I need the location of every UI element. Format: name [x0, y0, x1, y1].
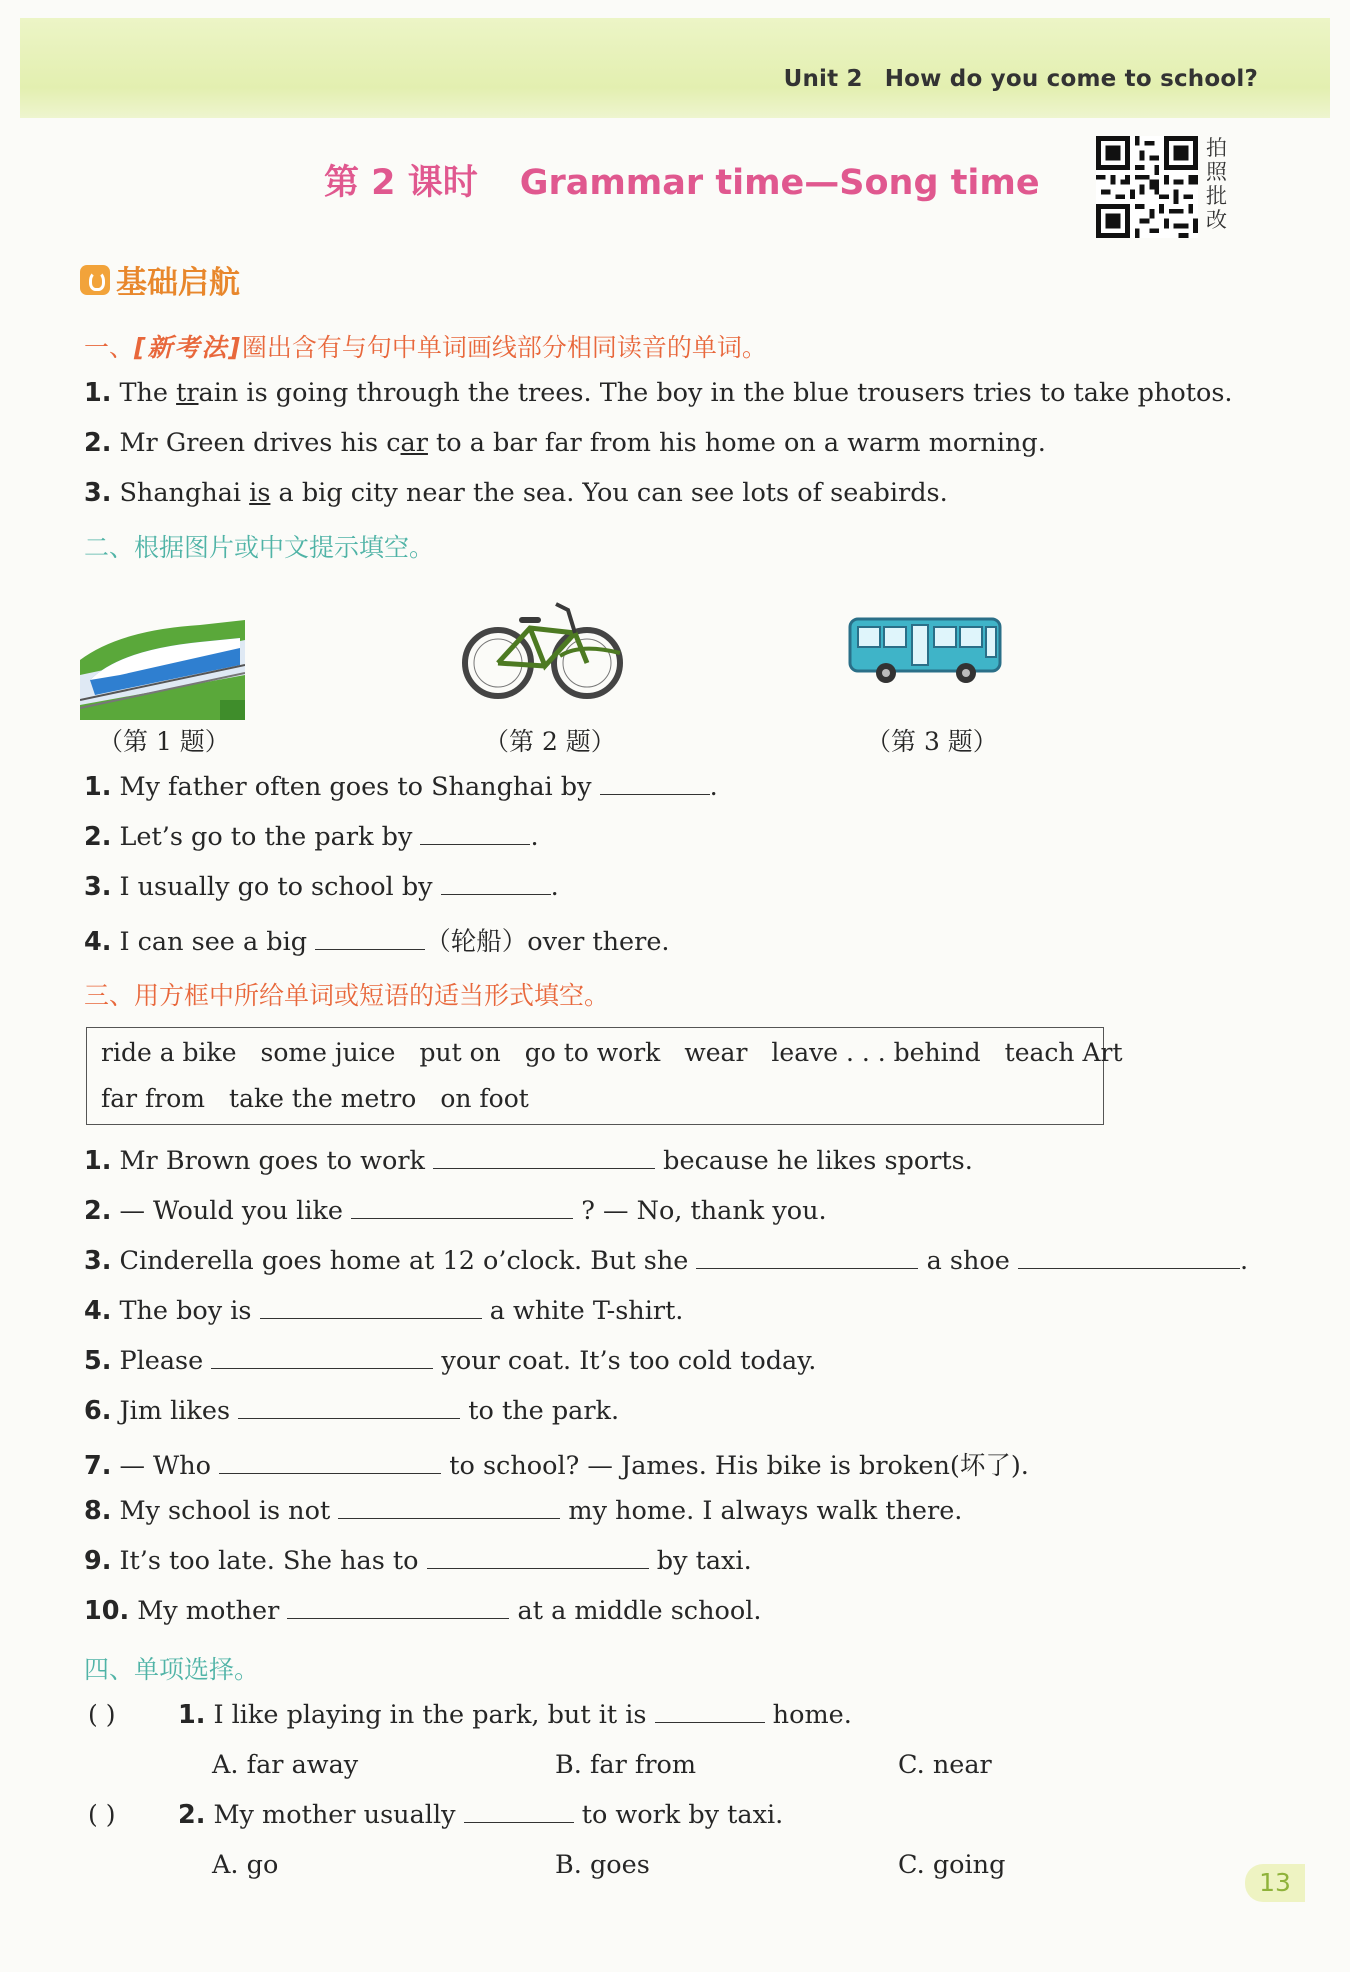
list-item: 4. The boy is a white T-shirt.	[84, 1296, 684, 1326]
word-option: on foot	[440, 1084, 529, 1113]
list-item: 1. I like playing in the park, but it is home.	[178, 1700, 852, 1730]
option-b[interactable]: B. goes	[555, 1850, 650, 1880]
answer-blank[interactable]	[315, 927, 425, 950]
list-item: 10. My mother at a middle school.	[84, 1596, 762, 1626]
word-option: put on	[419, 1038, 501, 1067]
figure-caption: （第 1 题）	[98, 727, 230, 756]
word-box-row	[101, 1084, 529, 1113]
qr-label: 拍照批改	[1206, 136, 1227, 232]
answer-blank[interactable]	[696, 1246, 918, 1269]
section-badge-icon	[80, 265, 110, 295]
list-item: 1. Mr Brown goes to work because he likes sports.	[84, 1146, 973, 1176]
word-option: leave . . . behind	[771, 1038, 981, 1067]
option-c[interactable]: C. going	[898, 1850, 1006, 1880]
list-item: 4. I can see a big （轮船）over there.	[84, 927, 670, 957]
answer-blank[interactable]	[287, 1596, 509, 1619]
answer-blank[interactable]	[351, 1196, 573, 1219]
answer-blank[interactable]	[464, 1800, 574, 1823]
answer-blank[interactable]	[260, 1296, 482, 1319]
word-option: ride a bike	[101, 1038, 237, 1067]
new-exam-tag: [新考法]	[134, 333, 242, 362]
list-item: 2. Let’s go to the park by .	[84, 822, 539, 852]
word-box-row	[101, 1038, 1123, 1067]
underlined-part: is	[249, 478, 271, 508]
answer-blank[interactable]	[427, 1546, 649, 1569]
list-item: 2. Mr Green drives his car to a bar far from his home on a warm morning.	[84, 428, 1046, 458]
answer-blank[interactable]	[433, 1146, 655, 1169]
word-option: wear	[684, 1038, 748, 1067]
answer-paren[interactable]: ( )	[88, 1800, 116, 1829]
figure-caption: （第 3 题）	[866, 727, 998, 756]
unit-number: Unit 2	[783, 66, 863, 92]
option-a[interactable]: A. go	[212, 1850, 279, 1880]
list-item: 6. Jim likes to the park.	[84, 1396, 620, 1426]
list-item: 2. My mother usually to work by taxi.	[178, 1800, 784, 1830]
word-option: take the metro	[229, 1084, 417, 1113]
word-option: far from	[101, 1084, 206, 1113]
bus-icon	[848, 615, 1006, 687]
answer-paren[interactable]: ( )	[88, 1700, 116, 1729]
section-title-text: 基础启航	[116, 265, 240, 301]
unit-title	[784, 66, 1258, 92]
part1-heading-text: 圈出含有与句中单词画线部分相同读音的单词。	[241, 333, 767, 362]
high-speed-train-icon	[80, 620, 245, 720]
part1-prefix: 一、	[84, 333, 135, 362]
list-item: 9. It’s too late. She has to by taxi.	[84, 1546, 752, 1576]
word-option: go to work	[524, 1038, 661, 1067]
part2-heading: 二、根据图片或中文提示填空。	[84, 533, 435, 562]
option-a[interactable]: A. far away	[212, 1750, 359, 1780]
list-item: 8. My school is not my home. I always walk there.	[84, 1496, 963, 1526]
answer-blank[interactable]	[219, 1451, 441, 1474]
list-item: 5. Please your coat. It’s too cold today.	[84, 1346, 817, 1376]
list-item: 2. — Would you like ? — No, thank you.	[84, 1196, 827, 1226]
lesson-title-text: Grammar time—Song time	[519, 163, 1040, 203]
answer-blank[interactable]	[338, 1496, 560, 1519]
answer-blank[interactable]	[655, 1700, 765, 1723]
underlined-part: tr	[176, 378, 199, 408]
word-box	[86, 1027, 1123, 1125]
qr-code-icon[interactable]	[1096, 136, 1198, 238]
list-item: 1. The train is going through the trees. The boy in the blue trousers tries to take photos.	[84, 378, 1233, 408]
bicycle-icon	[460, 598, 625, 703]
section-title	[80, 257, 240, 302]
option-c[interactable]: C. near	[898, 1750, 992, 1780]
list-item: 1. My father often goes to Shanghai by .	[84, 772, 718, 802]
answer-blank[interactable]	[238, 1396, 460, 1419]
unit-title-text: How do you come to school?	[884, 66, 1258, 92]
page-number: 13	[1245, 1864, 1305, 1902]
part3-heading: 三、用方框中所给单词或短语的适当形式填空。	[84, 981, 610, 1010]
answer-blank[interactable]	[441, 872, 551, 895]
list-item: 3. Cinderella goes home at 12 o’clock. But she a shoe .	[84, 1246, 1249, 1276]
answer-blank[interactable]	[211, 1346, 433, 1369]
word-option: some juice	[260, 1038, 396, 1067]
answer-blank[interactable]	[1018, 1246, 1240, 1269]
list-item: 3. I usually go to school by .	[84, 872, 559, 902]
part4-heading: 四、单项选择。	[84, 1655, 260, 1684]
underlined-part: ar	[400, 428, 428, 458]
figure-caption: （第 2 题）	[484, 727, 616, 756]
list-item: 3. Shanghai is a big city near the sea. You can see lots of seabirds.	[84, 478, 948, 508]
answer-blank[interactable]	[420, 822, 530, 845]
list-item: 7. — Who to school? — James. His bike is broken(坏了).	[84, 1451, 1029, 1481]
part1-heading	[84, 328, 767, 364]
answer-blank[interactable]	[600, 772, 710, 795]
word-option: teach Art	[1004, 1038, 1123, 1067]
option-b[interactable]: B. far from	[555, 1750, 697, 1780]
lesson-number: 第 2 课时	[324, 163, 478, 203]
lesson-title	[324, 155, 1040, 205]
